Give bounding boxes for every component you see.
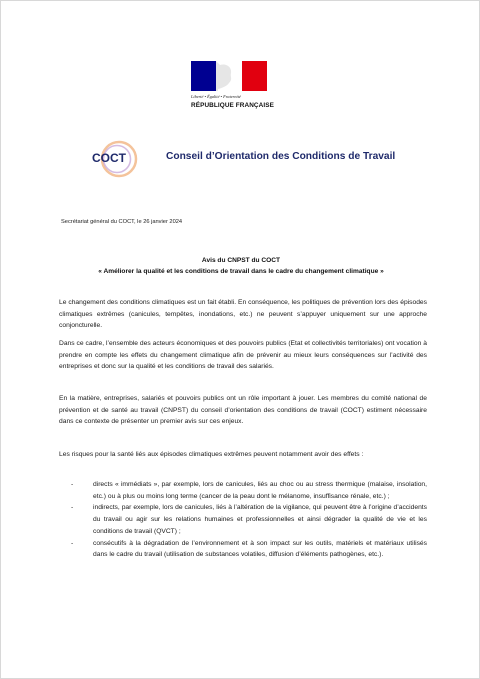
dash-bullet: - [71, 481, 74, 488]
coct-title: Conseil d’Orientation des Conditions de Travail [166, 151, 396, 162]
french-flag-marianne-icon [191, 61, 267, 91]
coct-logo-text: COCT [92, 151, 126, 165]
republique-name: RÉPUBLIQUE FRANÇAISE [191, 102, 274, 109]
republique-francaise-logo [191, 61, 291, 109]
list-item [71, 502, 427, 537]
list-item-text: directs « immédiats », par exemple, lors de canicules, liés au choc ou au stress thermique (malaise, insolation, etc.) ou à plus ou moins long terme (cancer de la peau dont le mélanome, insuffisance rénale, etc.) ; [93, 481, 427, 500]
paragraph: Les risques pour la santé liés aux épisodes climatiques extrêmes peuvent notamment avoir des effets : [59, 451, 364, 458]
list-item-text: indirects, par exemple, lors de canicules, liés à l’altération de la vigilance, qui peuvent être à l’origine d’accidents du travail ou agir sur les relations humaines et professionnelles et ainsi dégrader la qualité de vie et les conditions de travail (QVCT) ; [93, 504, 427, 535]
list-item-text: consécutifs à la dégradation de l’environnement et à son impact sur les outils, matériels et matériaux utilisés dans le cadre du travail (utilisation de substances volatiles, diffusion d’éléments pathogènes, etc.). [93, 539, 427, 559]
paragraph: Le changement des conditions climatiques est un fait établi. En conséquence, les politiques de prévention lors des épisodes climatiques extrêmes (canicules, tempêtes, inondations, etc.) ne peuvent s’appuyer uniquement sur une approche conjoncturelle. [59, 299, 427, 330]
dash-bullet: - [71, 539, 74, 547]
dash-bullet: - [71, 504, 74, 512]
list-item [71, 538, 427, 561]
list-item [71, 479, 427, 502]
secretariat-date-line: Secrétariat général du COCT, le 26 janvier 2024 [61, 219, 183, 225]
paragraph: Dans ce cadre, l’ensemble des acteurs économiques et des pouvoirs publics (Etat et collectivités territoriales) ont vocation à prendre en compte les effets du changement climatique afin de prévenir au mieux leurs conséquences sur l’activité des entreprises et donc sur la qualité et les conditions de travail des salariés. [59, 340, 427, 371]
avis-subtitle: « Améliorer la qualité et les conditions de travail dans le cadre du changement climatique » [98, 268, 384, 275]
paragraph: En la matière, entreprises, salariés et pouvoirs publics ont un rôle important à jouer. Les membres du comité national de prévention et de santé au travail (CNPST) du conseil d’orientation des conditions de travail (COCT) estiment nécessaire dans ce contexte de présenter un premier avis sur ces enjeux. [59, 395, 427, 426]
effects-list [71, 479, 427, 561]
avis-title: Avis du CNPST du COCT [201, 257, 281, 264]
coct-logo [89, 139, 149, 179]
republique-motto: Liberté • Égalité • Fraternité [191, 94, 241, 99]
